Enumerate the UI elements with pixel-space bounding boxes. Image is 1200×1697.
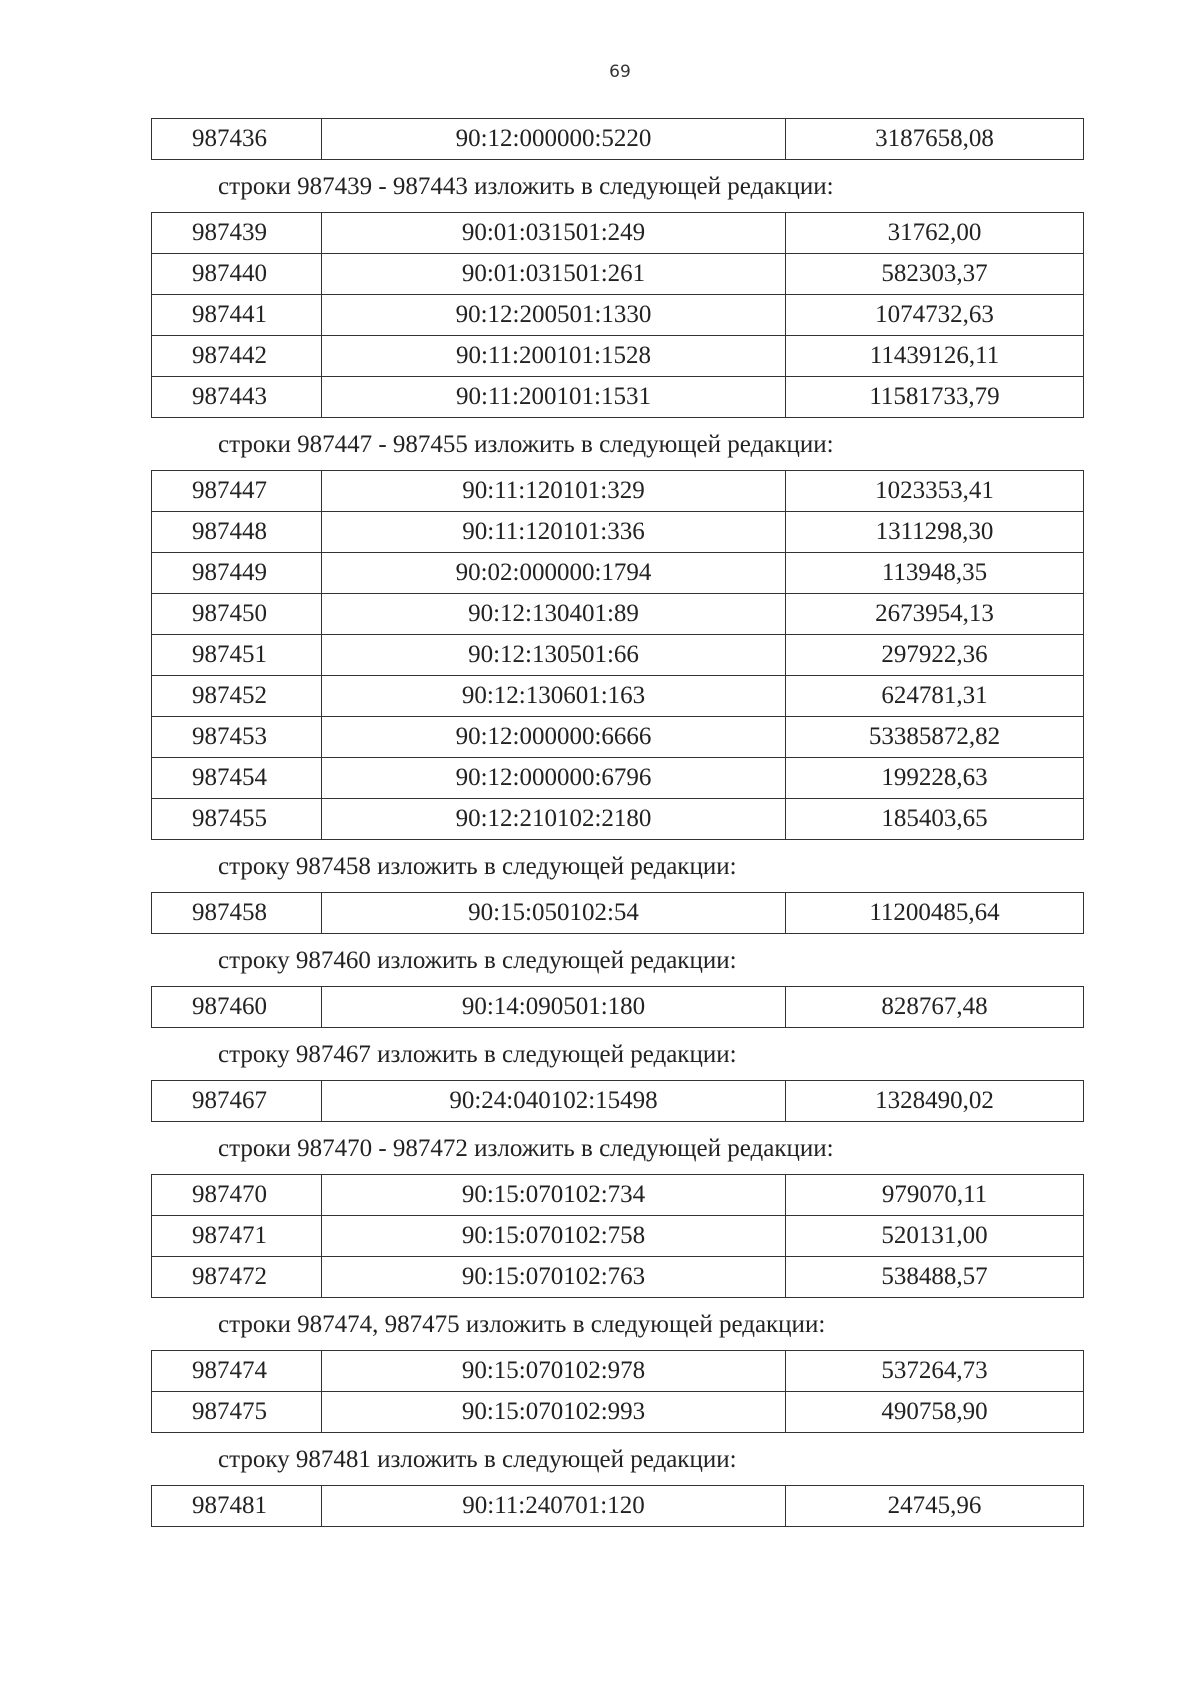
table-row xyxy=(152,377,1084,418)
amendment-block xyxy=(151,430,1081,840)
row-number-cell: 987442 xyxy=(152,336,322,377)
cadastral-value-cell: 520131,00 xyxy=(786,1216,1084,1257)
amendment-block xyxy=(151,172,1081,418)
amendment-instruction: строки 987447 - 987455 изложить в следующей редакции: xyxy=(218,431,834,458)
row-number-cell: 987449 xyxy=(152,553,322,594)
cadastral-number-cell: 90:12:200501:1330 xyxy=(322,295,786,336)
cadastral-number-cell: 90:15:070102:978 xyxy=(322,1351,786,1392)
cadastral-number-cell: 90:02:000000:1794 xyxy=(322,553,786,594)
table-row xyxy=(152,1486,1084,1527)
amendment-instruction: строку 987460 изложить в следующей редакции: xyxy=(218,947,737,974)
table-row xyxy=(152,1081,1084,1122)
table-row xyxy=(152,1392,1084,1433)
amendment-instruction: строки 987470 - 987472 изложить в следующей редакции: xyxy=(218,1135,834,1162)
cadastral-number-cell: 90:11:120101:329 xyxy=(322,471,786,512)
cadastral-number-cell: 90:12:130501:66 xyxy=(322,635,786,676)
row-number-cell: 987460 xyxy=(152,987,322,1028)
cadastral-value-cell: 2673954,13 xyxy=(786,594,1084,635)
table-row xyxy=(152,254,1084,295)
amendment-block xyxy=(151,1134,1081,1298)
cadastral-number-cell: 90:12:000000:5220 xyxy=(322,119,786,160)
table-row xyxy=(152,987,1084,1028)
cadastral-number-cell: 90:15:070102:734 xyxy=(322,1175,786,1216)
cadastral-number-cell: 90:11:200101:1531 xyxy=(322,377,786,418)
document-body xyxy=(151,118,1081,1527)
cadastral-value-cell: 113948,35 xyxy=(786,553,1084,594)
row-number-cell: 987436 xyxy=(152,119,322,160)
row-number-cell: 987458 xyxy=(152,893,322,934)
table-row xyxy=(152,758,1084,799)
cadastral-value-cell: 31762,00 xyxy=(786,213,1084,254)
row-number-cell: 987474 xyxy=(152,1351,322,1392)
amendment-instruction: строку 987481 изложить в следующей редакции: xyxy=(218,1446,737,1473)
page-number: 69 xyxy=(609,62,631,82)
cadastral-value-cell: 53385872,82 xyxy=(786,717,1084,758)
cadastral-value-table xyxy=(151,470,1084,840)
cadastral-value-cell: 185403,65 xyxy=(786,799,1084,840)
cadastral-number-cell: 90:11:240701:120 xyxy=(322,1486,786,1527)
row-number-cell: 987452 xyxy=(152,676,322,717)
cadastral-value-cell: 297922,36 xyxy=(786,635,1084,676)
cadastral-value-table xyxy=(151,986,1084,1028)
row-number-cell: 987481 xyxy=(152,1486,322,1527)
amendment-instruction: строки 987474, 987475 изложить в следующей редакции: xyxy=(218,1311,826,1338)
table-row xyxy=(152,1175,1084,1216)
row-number-cell: 987471 xyxy=(152,1216,322,1257)
cadastral-value-cell: 538488,57 xyxy=(786,1257,1084,1298)
cadastral-value-table xyxy=(151,212,1084,418)
cadastral-value-cell: 582303,37 xyxy=(786,254,1084,295)
table-row xyxy=(152,1216,1084,1257)
row-number-cell: 987447 xyxy=(152,471,322,512)
cadastral-value-cell: 828767,48 xyxy=(786,987,1084,1028)
cadastral-number-cell: 90:11:120101:336 xyxy=(322,512,786,553)
table-row xyxy=(152,1351,1084,1392)
row-number-cell: 987441 xyxy=(152,295,322,336)
cadastral-value-cell: 11200485,64 xyxy=(786,893,1084,934)
table-row xyxy=(152,799,1084,840)
cadastral-number-cell: 90:11:200101:1528 xyxy=(322,336,786,377)
cadastral-number-cell: 90:15:050102:54 xyxy=(322,893,786,934)
cadastral-value-cell: 490758,90 xyxy=(786,1392,1084,1433)
table-row xyxy=(152,717,1084,758)
table-row xyxy=(152,1257,1084,1298)
cadastral-value-cell: 24745,96 xyxy=(786,1486,1084,1527)
table-row xyxy=(152,336,1084,377)
amendment-instruction: строку 987467 изложить в следующей редакции: xyxy=(218,1041,737,1068)
cadastral-value-table xyxy=(151,892,1084,934)
row-number-cell: 987443 xyxy=(152,377,322,418)
cadastral-value-cell: 199228,63 xyxy=(786,758,1084,799)
table-row xyxy=(152,512,1084,553)
cadastral-number-cell: 90:12:000000:6666 xyxy=(322,717,786,758)
table-row xyxy=(152,119,1084,160)
row-number-cell: 987440 xyxy=(152,254,322,295)
row-number-cell: 987450 xyxy=(152,594,322,635)
cadastral-value-cell: 624781,31 xyxy=(786,676,1084,717)
cadastral-number-cell: 90:14:090501:180 xyxy=(322,987,786,1028)
row-number-cell: 987451 xyxy=(152,635,322,676)
table-row xyxy=(152,594,1084,635)
cadastral-value-cell: 979070,11 xyxy=(786,1175,1084,1216)
amendment-block xyxy=(151,118,1081,160)
row-number-cell: 987475 xyxy=(152,1392,322,1433)
row-number-cell: 987439 xyxy=(152,213,322,254)
cadastral-value-cell: 11439126,11 xyxy=(786,336,1084,377)
row-number-cell: 987455 xyxy=(152,799,322,840)
row-number-cell: 987467 xyxy=(152,1081,322,1122)
row-number-cell: 987472 xyxy=(152,1257,322,1298)
cadastral-value-cell: 1023353,41 xyxy=(786,471,1084,512)
amendment-block xyxy=(151,1445,1081,1527)
cadastral-number-cell: 90:12:130601:163 xyxy=(322,676,786,717)
row-number-cell: 987454 xyxy=(152,758,322,799)
cadastral-number-cell: 90:12:000000:6796 xyxy=(322,758,786,799)
cadastral-value-cell: 537264,73 xyxy=(786,1351,1084,1392)
cadastral-number-cell: 90:01:031501:261 xyxy=(322,254,786,295)
cadastral-value-cell: 3187658,08 xyxy=(786,119,1084,160)
amendment-block xyxy=(151,946,1081,1028)
table-row xyxy=(152,213,1084,254)
cadastral-value-cell: 1311298,30 xyxy=(786,512,1084,553)
table-row xyxy=(152,893,1084,934)
table-row xyxy=(152,295,1084,336)
cadastral-number-cell: 90:12:130401:89 xyxy=(322,594,786,635)
row-number-cell: 987453 xyxy=(152,717,322,758)
cadastral-number-cell: 90:01:031501:249 xyxy=(322,213,786,254)
cadastral-value-cell: 1074732,63 xyxy=(786,295,1084,336)
amendment-block xyxy=(151,1310,1081,1433)
amendment-instruction: строку 987458 изложить в следующей редакции: xyxy=(218,853,737,880)
cadastral-value-cell: 11581733,79 xyxy=(786,377,1084,418)
cadastral-value-table xyxy=(151,1174,1084,1298)
cadastral-number-cell: 90:12:210102:2180 xyxy=(322,799,786,840)
row-number-cell: 987470 xyxy=(152,1175,322,1216)
cadastral-number-cell: 90:15:070102:758 xyxy=(322,1216,786,1257)
cadastral-value-table xyxy=(151,1080,1084,1122)
table-row xyxy=(152,635,1084,676)
cadastral-value-table xyxy=(151,118,1084,160)
cadastral-value-table xyxy=(151,1485,1084,1527)
table-row xyxy=(152,676,1084,717)
cadastral-number-cell: 90:24:040102:15498 xyxy=(322,1081,786,1122)
table-row xyxy=(152,471,1084,512)
cadastral-number-cell: 90:15:070102:763 xyxy=(322,1257,786,1298)
amendment-block xyxy=(151,1040,1081,1122)
table-row xyxy=(152,553,1084,594)
cadastral-number-cell: 90:15:070102:993 xyxy=(322,1392,786,1433)
cadastral-value-table xyxy=(151,1350,1084,1433)
amendment-instruction: строки 987439 - 987443 изложить в следующей редакции: xyxy=(218,173,834,200)
amendment-block xyxy=(151,852,1081,934)
cadastral-value-cell: 1328490,02 xyxy=(786,1081,1084,1122)
row-number-cell: 987448 xyxy=(152,512,322,553)
